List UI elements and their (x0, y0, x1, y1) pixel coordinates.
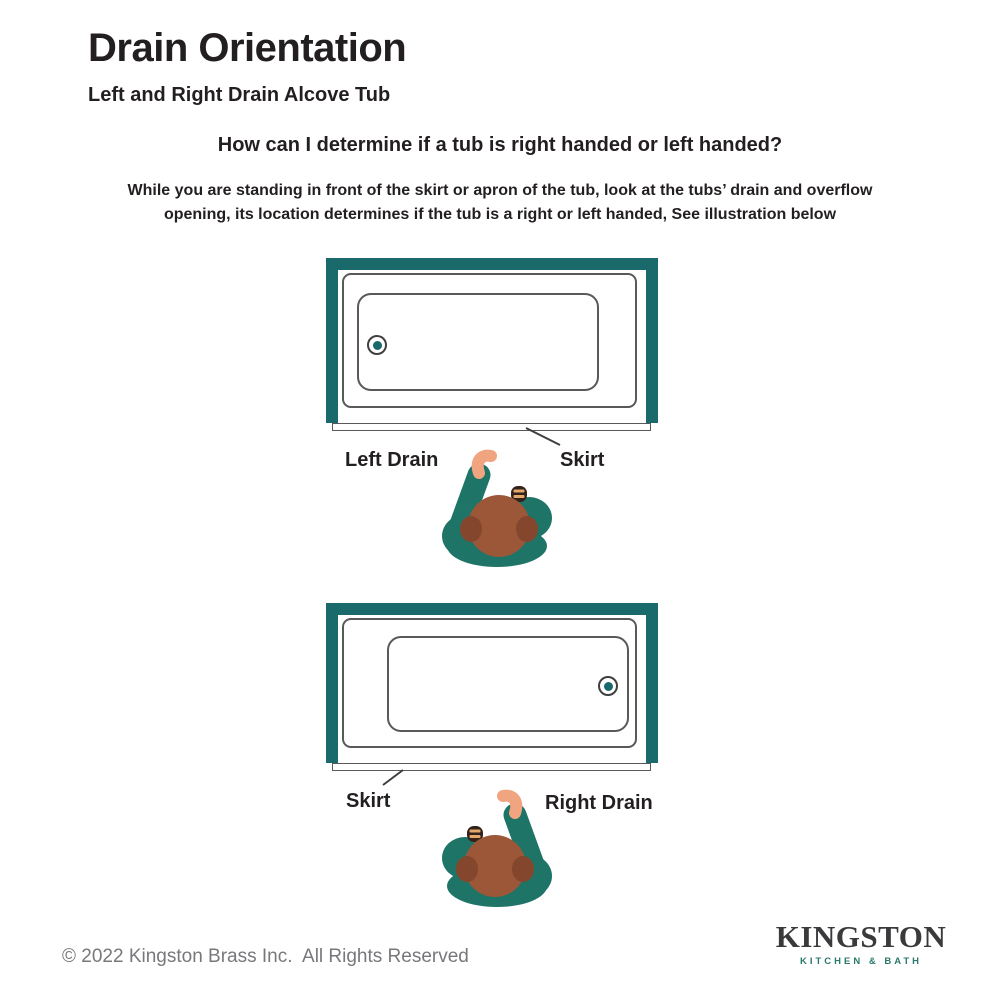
drain-right-icon (598, 676, 618, 696)
brand-tagline: KITCHEN & BATH (799, 956, 923, 968)
brand-name: KINGSTON (775, 919, 947, 954)
right-drain-label: Right Drain (545, 792, 653, 814)
drain-hole (604, 682, 613, 691)
right-drain-tub-diagram (326, 603, 658, 771)
skirt-pointer-line (380, 768, 406, 788)
person-top-view-1 (437, 448, 557, 568)
person-ear-right (456, 856, 478, 882)
intro-text-line-1: While you are standing in front of the skirt or apron of the tub, look at the tubs’ drain and overflow (127, 182, 873, 199)
drain-hole (373, 341, 382, 350)
drain-left-icon (367, 335, 387, 355)
skirt-pointer-line (524, 426, 564, 448)
page-title: Drain Orientation (88, 26, 407, 70)
copyright-text: © 2022 Kingston Brass Inc. All Rights Reserved (62, 946, 469, 967)
skirt-label-top: Skirt (560, 449, 605, 471)
intro-text-line-2: opening, its location determines if the tub is a right or left handed, See illustration below (163, 206, 837, 223)
person-ear-right (516, 516, 538, 542)
skirt-label-bottom: Skirt (346, 790, 391, 812)
tub-basin (357, 293, 599, 391)
page-subtitle: Left and Right Drain Alcove Tub (88, 84, 391, 106)
question-heading: How can I determine if a tub is right handed or left handed? (217, 134, 783, 156)
left-drain-label: Left Drain (345, 449, 439, 471)
person-ear-left (512, 856, 534, 882)
kingston-logo (768, 920, 954, 967)
person-ear-left (460, 516, 482, 542)
tub-basin (387, 636, 629, 732)
left-drain-tub-diagram (326, 258, 658, 431)
tub-skirt (332, 423, 651, 431)
person-top-view-2 (437, 788, 557, 908)
